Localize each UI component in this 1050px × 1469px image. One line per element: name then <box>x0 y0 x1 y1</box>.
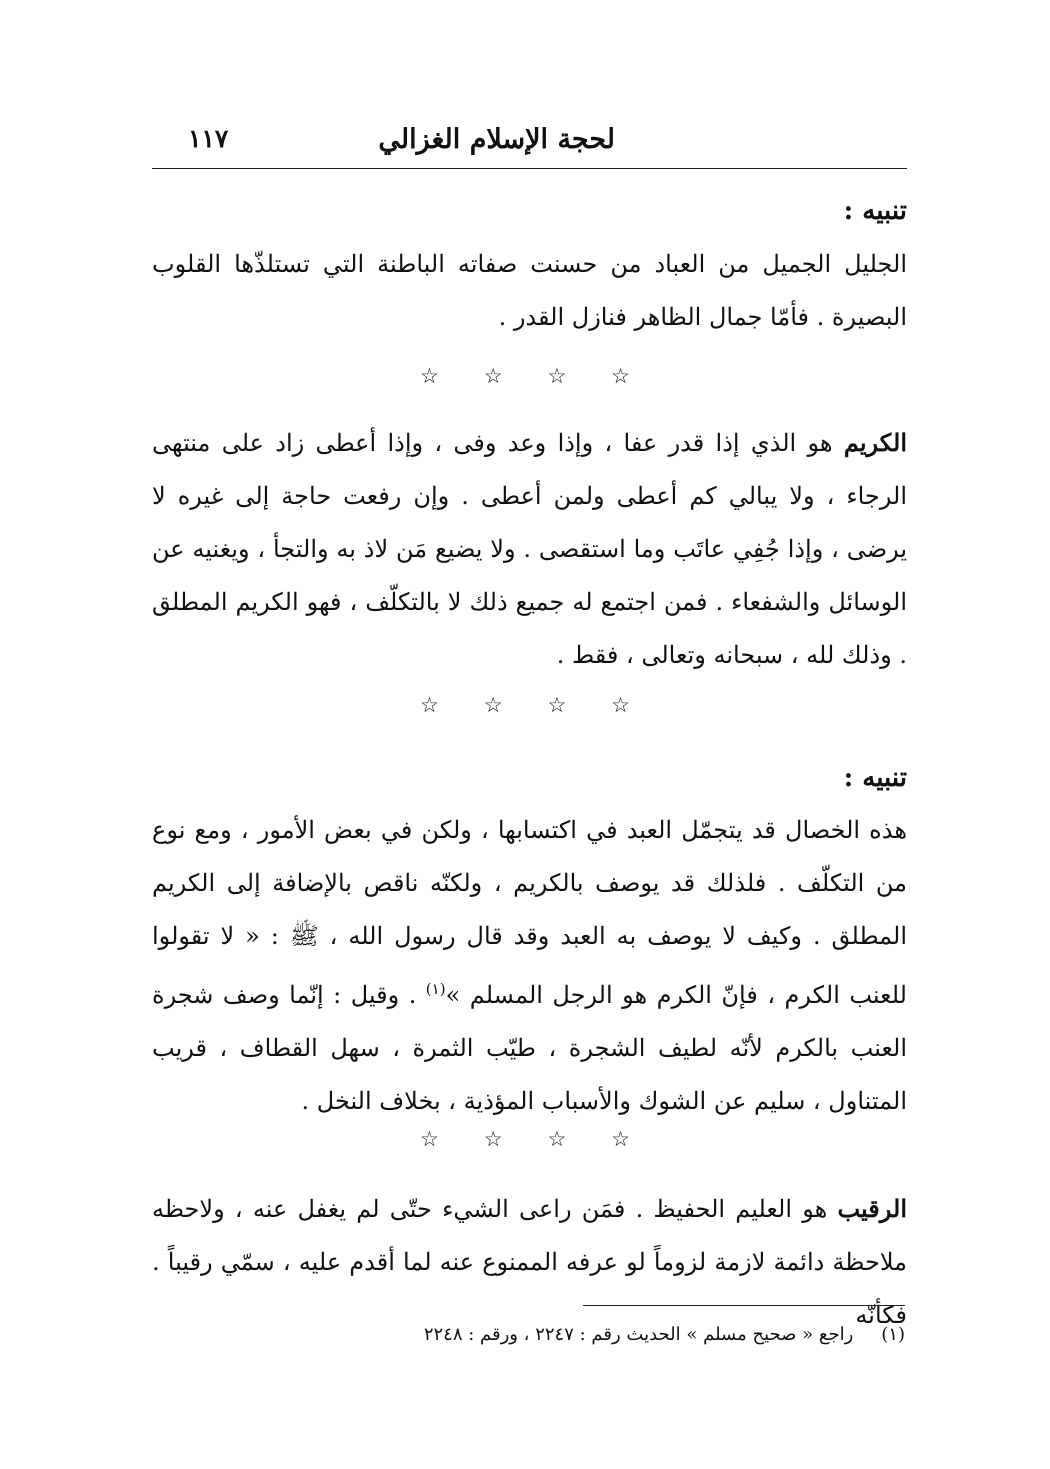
star-icon: ☆ <box>420 364 439 388</box>
footnote-rule <box>583 1305 905 1306</box>
footnote <box>400 1324 905 1345</box>
star-icon: ☆ <box>420 693 439 717</box>
star-divider-1 <box>420 364 630 388</box>
star-icon: ☆ <box>547 1127 567 1151</box>
section-heading-2: تنبيه : <box>843 763 907 793</box>
star-icon: ☆ <box>483 364 503 388</box>
page-number: ١١٧ <box>188 124 229 153</box>
paragraph-3-text-a: هذه الخصال قد يتجمّل العبد في اكتسابها ، ولكن في بعض الأمور ، ومع نوع من التكلّف . فلذلك قد يوصف بالكريم ، ولكنّه ناقص بالإضافة إلى الكريم المطلق . وكيف لا يوصف به العبد وقد قال رسول الله ، ﷺ : « لا تقولوا للعنب الكرم ، فإنّ الكرم هو الرجل المسلم » <box>152 816 908 1009</box>
star-icon: ☆ <box>547 364 567 388</box>
star-icon: ☆ <box>420 1127 439 1151</box>
term-al-karim: الكريم <box>843 428 907 457</box>
star-icon: ☆ <box>611 1127 630 1151</box>
paragraph-4-text: هو العليم الحفيظ . فمَن راعى الشيء حتّى لم يغفل عنه ، ولاحظه ملاحظة دائمة لازمة لزوماً لو عرفه الممنوع عنه لما أقدم عليه ، سمّي رقيباً . فكأنّه <box>152 1195 907 1329</box>
star-icon: ☆ <box>547 693 567 717</box>
footnote-marker: (١) <box>881 1324 905 1345</box>
running-title: لحجة الإسلام الغزالي <box>378 124 615 155</box>
footnote-reference[interactable]: (١) <box>425 980 446 998</box>
term-al-raqib: الرقيب <box>837 1194 907 1223</box>
paragraph-3-text-b: . وقيل : إنّما وصف شجرة العنب بالكرم لأنّه لطيف الشجرة ، طيّب الثمرة ، سهل القطاف ، قريب المتناول ، سليم عن الشوك والأسباب المؤذية ، بخلاف النخل . <box>152 981 907 1115</box>
star-divider-3 <box>420 1127 630 1151</box>
section-heading-1: تنبيه : <box>843 196 907 226</box>
paragraph-4 <box>152 1182 907 1342</box>
paragraph-3 <box>152 804 907 1128</box>
star-icon: ☆ <box>483 1127 503 1151</box>
star-divider-2 <box>420 693 630 717</box>
star-icon: ☆ <box>611 364 630 388</box>
paragraph-1: الجليل الجميل من العباد من حسنت صفاته الباطنة التي تستلذّها القلوب البصيرة . فأمّا جمال الظاهر فنازل القدر . <box>152 250 907 331</box>
page-header <box>152 118 907 166</box>
star-icon: ☆ <box>611 693 630 717</box>
header-rule <box>152 168 907 169</box>
paragraph-2 <box>152 416 907 682</box>
paragraph-2-text: هو الذي إذا قدر عفا ، وإذا وعد وفى ، وإذا أعطى زاد على منتهى الرجاء ، ولا يبالي كم أعطى ولمن أعطى . وإن رفعت حاجة إلى غيره لا يرضى ، وإذا جُفِي عاتَب وما استقصى . ولا يضيع مَن لاذ به والتجأ ، ويغنيه عن الوسائل والشفعاء . فمن اجتمع له جميع ذلك لا بالتكلّف ، فهو الكريم المطلق . وذلك لله ، سبحانه وتعالى ، فقط . <box>152 429 907 669</box>
star-icon: ☆ <box>483 693 503 717</box>
footnote-text: راجع « صحيح مسلم » الحديث رقم : ٢٢٤٧ ، ورقم : ٢٢٤٨ <box>423 1324 854 1345</box>
